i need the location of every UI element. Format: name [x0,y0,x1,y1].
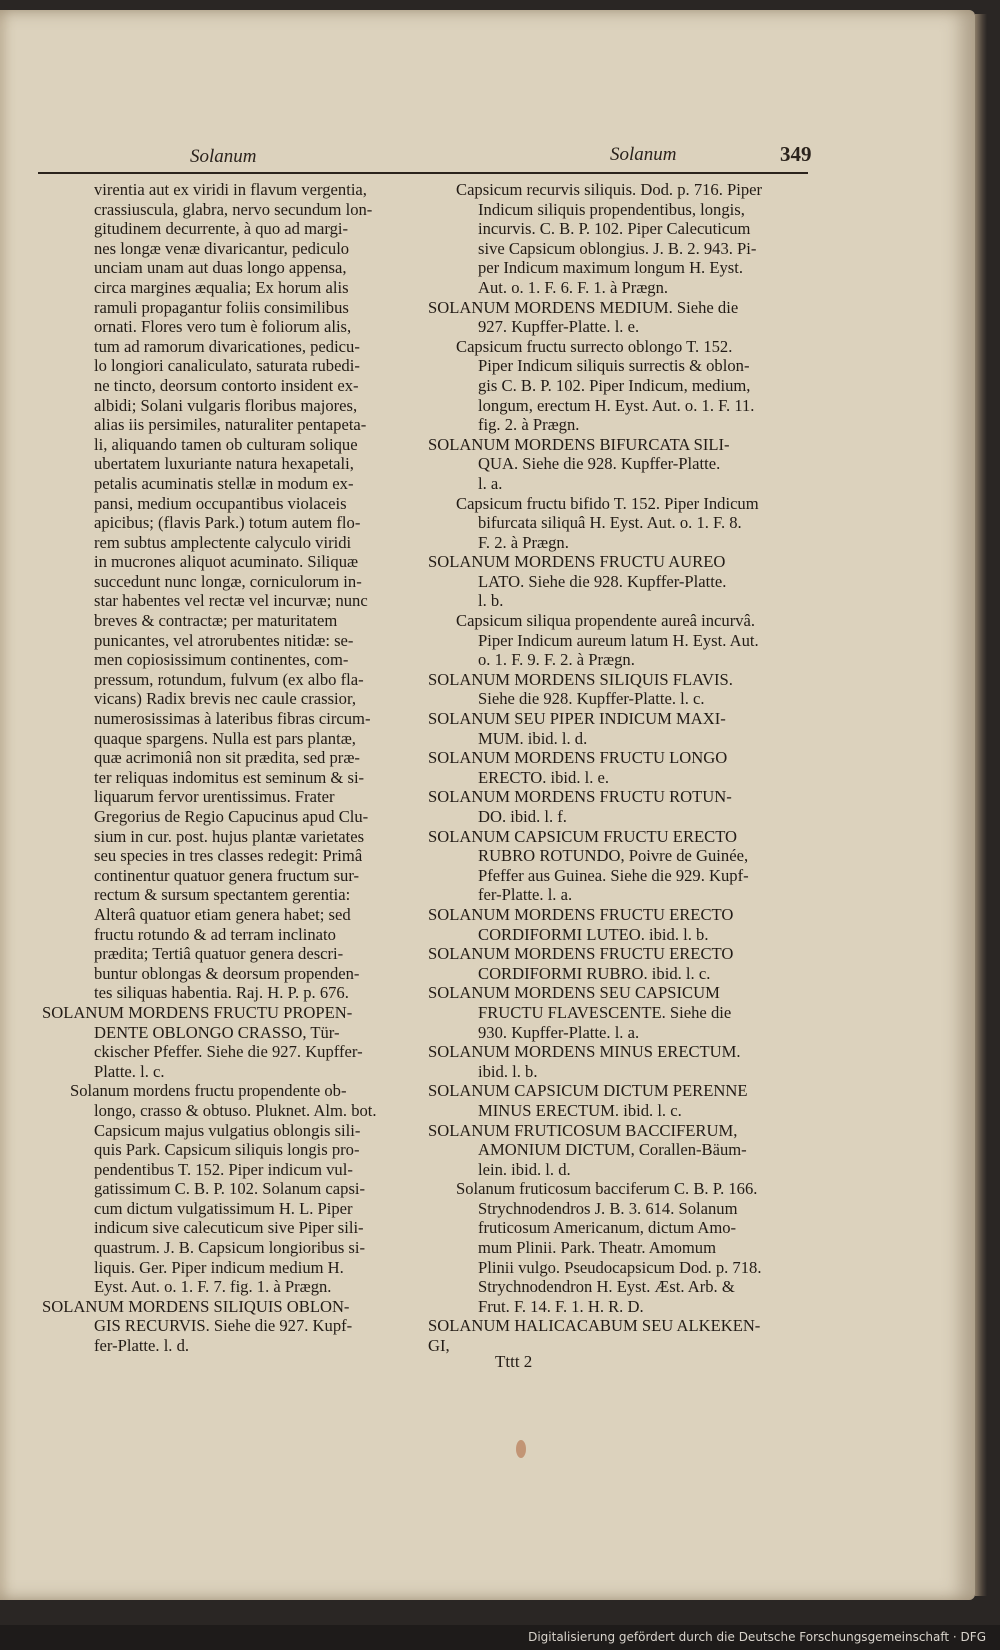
text-line: nes longæ venæ divaricantur, pediculo [94,238,350,258]
text-line: Capsicum siliqua propendente aureâ incurvâ. [456,611,756,631]
header-left-title: Solanum [190,146,257,167]
text-line: Frut. F. 14. F. 1. H. R. D. [478,1296,644,1316]
text-line: incurvis. C. B. P. 102. Piper Calecuticum [478,219,751,239]
text-line: prædita; Tertiâ quatuor genera descri- [94,944,344,964]
text-line: GI, [428,1336,450,1356]
text-line: DO. ibid. l. f. [478,807,567,826]
signature-mark: Tttt 2 [495,1352,533,1371]
text-line: crassiuscula, glabra, nervo secundum lon- [94,199,373,219]
text-line: cum dictum vulgatissimum H. L. Piper [94,1198,353,1218]
text-line: Strychnodendros J. B. 3. 614. Solanum [478,1198,738,1218]
text-line: fruticosum Americanum, dictum Amo- [478,1218,737,1238]
text-line: ERECTO. ibid. l. e. [478,767,610,787]
text-line: quaque spargens. Nulla est pars plantæ, [94,728,356,748]
right-column [428,180,808,1356]
text-line: Siehe die 928. Kupffer-Platte. l. c. [478,689,705,709]
text-line: Plinii vulgo. Pseudocapsicum Dod. p. 718. [478,1257,762,1277]
text-line: SOLANUM MORDENS BIFURCATA SILI- [428,434,730,454]
text-line: albidi; Solani vulgaris floribus majores, [94,395,358,415]
text-line: Aut. o. 1. F. 6. F. 1. à Prægn. [478,277,669,297]
text-line: star habentes vel rectæ vel incurvæ; nunc [94,591,368,611]
text-line: unciam unam aut duas longo appensa, [94,258,347,278]
text-line: per Indicum maximum longum H. Eyst. [478,258,744,278]
text-line: F. 2. à Prægn. [478,532,569,552]
text-line: quastrum. J. B. Capsicum longioribus si- [94,1238,366,1258]
header-center-title: Solanum [610,144,677,165]
text-line: AMONIUM DICTUM, Corallen-Bäum- [478,1140,747,1160]
paper-stain [516,1440,526,1458]
text-line: MINUS ERECTUM. ibid. l. c. [478,1100,682,1120]
text-line: fer-Platte. l. d. [94,1336,190,1356]
text-line: gatissimum C. B. P. 102. Solanum capsi- [94,1179,366,1199]
text-line: SOLANUM SEU PIPER INDICUM MAXI- [428,709,726,729]
text-line: SOLANUM MORDENS FRUCTU ROTUN- [428,787,732,807]
text-line: l. a. [478,473,503,493]
text-line: ibid. l. b. [478,1061,538,1081]
text-line: LATO. Siehe die 928. Kupffer-Platte. [478,571,727,591]
text-line: petalis acuminatis stellæ in modum ex- [94,473,354,493]
text-line: Solanum fruticosum bacciferum C. B. P. 166. [456,1179,758,1199]
text-line: longum, erectum H. Eyst. Aut. o. 1. F. 11. [478,395,755,415]
text-line: ornati. Flores vero tum è foliorum alis, [94,317,352,337]
text-line: SOLANUM FRUTICOSUM BACCIFERUM, [428,1120,738,1140]
running-header [40,140,810,170]
text-line: fer-Platte. l. a. [478,885,573,905]
text-line: quis Park. Capsicum siliquis longis pro- [94,1140,360,1160]
text-line: quæ acrimoniâ non sit prædita, sed præ- [94,748,360,768]
text-line: rectum & sursum spectantem gerentia: [94,885,351,905]
text-line: continentur quatuor genera fructum sur- [94,865,360,885]
text-line: Piper Indicum aureum latum H. Eyst. Aut. [478,630,759,650]
text-line: buntur oblongas & deorsum propenden- [94,963,360,983]
text-line: mum Plinii. Park. Theatr. Amomum [478,1238,716,1258]
text-line: Solanum mordens fructu propendente ob- [70,1081,347,1101]
text-line: SOLANUM MORDENS FRUCTU ERECTO [428,904,734,924]
text-line: ter reliquas indomitus est seminum & si- [94,767,365,787]
text-line: Pfeffer aus Guinea. Siehe die 929. Kupf- [478,865,749,885]
text-line: Gregorius de Regio Capucinus apud Clu- [94,807,369,826]
text-line: Strychnodendron H. Eyst. Æst. Arb. & [478,1277,735,1297]
text-line: FRUCTU FLAVESCENTE. Siehe die [478,1002,732,1022]
text-line: seu species in tres classes redegit: Primâ [94,846,363,866]
text-line: Capsicum fructu bifido T. 152. Piper Indicum [456,493,759,513]
text-line: Indicum siliquis propendentibus, longis, [478,199,745,219]
text-line: SOLANUM MORDENS FRUCTU PROPEN- [42,1002,353,1022]
text-line: QUA. Siehe die 928. Kupffer-Platte. [478,454,721,474]
text-line: men copiosissimum continentes, com- [94,650,349,670]
text-line: SOLANUM HALICACABUM SEU ALKEKEN- [428,1316,761,1336]
text-line: tum ad ramorum divaricationes, pedicu- [94,336,360,356]
text-line: succedunt nunc longæ, corniculorum in- [94,571,362,591]
text-line: pressum, rotundum, fulvum (ex albo fla- [94,669,364,689]
footer-credit: Digitalisierung gefördert durch die Deutsche Forschungsgemeinschaft · DFG [528,1630,986,1644]
text-line: SOLANUM MORDENS SEU CAPSICUM [428,983,720,1003]
text-line: pansi, medium occupantibus violaceis [94,493,347,513]
text-line: SOLANUM MORDENS MINUS ERECTUM. [428,1042,741,1062]
text-line: fructu rotundo & ad terram inclinato [94,924,336,944]
text-line: in mucrones aliquot acuminato. Siliquæ [94,552,359,572]
text-line: SOLANUM CAPSICUM DICTUM PERENNE [428,1081,748,1101]
text-line: Eyst. Aut. o. 1. F. 7. fig. 1. à Prægn. [94,1277,332,1297]
text-line: MUM. ibid. l. d. [478,728,588,748]
text-line: liquis. Ger. Piper indicum medium H. [94,1257,344,1277]
text-line: DENTE OBLONGO CRASSO, Tür- [94,1022,340,1042]
text-line: breves & contractæ; per maturitatem [94,611,338,631]
text-line: ne tincto, deorsum contorto insident ex- [94,375,359,395]
text-line: bifurcata siliquâ H. Eyst. Aut. o. 1. F. 8. [478,513,742,533]
text-line: liquarum fervor urentissimus. Frater [94,787,335,807]
text-line: ckischer Pfeffer. Siehe die 927. Kupffer- [94,1042,363,1062]
page-number: 349 [780,142,812,166]
text-line: li, aliquando tamen ob culturam solique [94,434,358,454]
text-line: Capsicum fructu surrecto oblongo T. 152. [456,336,733,356]
text-line: SOLANUM MORDENS FRUCTU ERECTO [428,944,734,964]
text-line: Piper Indicum siliquis surrectis & oblon- [478,356,750,376]
text-line: apicibus; (flavis Park.) totum autem flo- [94,513,361,533]
digitization-footer [0,1625,1000,1650]
text-line: longo, crasso & obtuso. Pluknet. Alm. bot. [94,1100,377,1120]
text-line: pendentibus T. 152. Piper indicum vul- [94,1159,353,1179]
text-line: gitudinem decurrente, à quo ad margi- [94,219,349,239]
text-line: ramuli propagantur foliis consimilibus [94,297,349,317]
text-line: punicantes, vel atrorubentes nitidæ: se- [94,630,354,650]
text-line: 927. Kupffer-Platte. l. e. [478,317,640,337]
text-line: ubertatem luxuriante natura hexapetali, [94,454,354,474]
text-line: CORDIFORMI RUBRO. ibid. l. c. [478,963,711,983]
text-line: numerosissimas à lateribus fibras circum- [94,709,371,729]
text-line: SOLANUM MORDENS FRUCTU LONGO [428,748,728,768]
text-line: CORDIFORMI LUTEO. ibid. l. b. [478,924,709,944]
text-line: sium in cur. post. hujus plantæ varietates [94,826,365,846]
text-line: tes siliquas habentia. Raj. H. P. p. 676. [94,983,349,1003]
text-line: Alterâ quatuor etiam genera habet; sed [94,904,351,924]
text-line: Capsicum recurvis siliquis. Dod. p. 716. Piper [456,180,763,199]
text-line: gis C. B. P. 102. Piper Indicum, medium, [478,375,751,395]
text-line: 930. Kupffer-Platte. l. a. [478,1022,640,1042]
text-line: sive Capsicum oblongius. J. B. 2. 943. Pi- [478,238,757,258]
text-line: alias iis persimiles, naturaliter pentapeta- [94,415,367,435]
text-line: vicans) Radix brevis nec caule crassior, [94,689,356,709]
text-line: RUBRO ROTUNDO, Poivre de Guinée, [478,846,749,866]
text-line: fig. 2. à Prægn. [478,415,580,435]
text-line: GIS RECURVIS. Siehe die 927. Kupf- [94,1316,353,1336]
text-line: Capsicum majus vulgatius oblongis sili- [94,1120,361,1140]
header-rule [38,172,808,174]
text-line: o. 1. F. 9. F. 2. à Prægn. [478,650,635,670]
text-line: virentia aut ex viridi in flavum vergentia, [94,180,367,199]
text-line: Platte. l. c. [94,1061,165,1081]
text-line: rem subtus amplectente calyculo viridi [94,532,352,552]
text-line: SOLANUM MORDENS SILIQUIS FLAVIS. [428,669,733,689]
text-line: SOLANUM MORDENS MEDIUM. Siehe die [428,297,739,317]
text-line: l. b. [478,591,504,611]
text-line: circa margines æqualia; Ex horum alis [94,277,349,297]
text-line: SOLANUM MORDENS SILIQUIS OBLON- [42,1296,350,1316]
text-line: lo longiori canaliculato, saturata rubedi- [94,356,360,376]
text-line: SOLANUM MORDENS FRUCTU AUREO [428,552,726,572]
text-line: SOLANUM CAPSICUM FRUCTU ERECTO [428,826,738,846]
text-line: indicum sive calecuticum sive Piper sili- [94,1218,364,1238]
left-column [42,180,417,1356]
text-line: lein. ibid. l. d. [478,1159,571,1179]
page-edge [975,14,987,1596]
